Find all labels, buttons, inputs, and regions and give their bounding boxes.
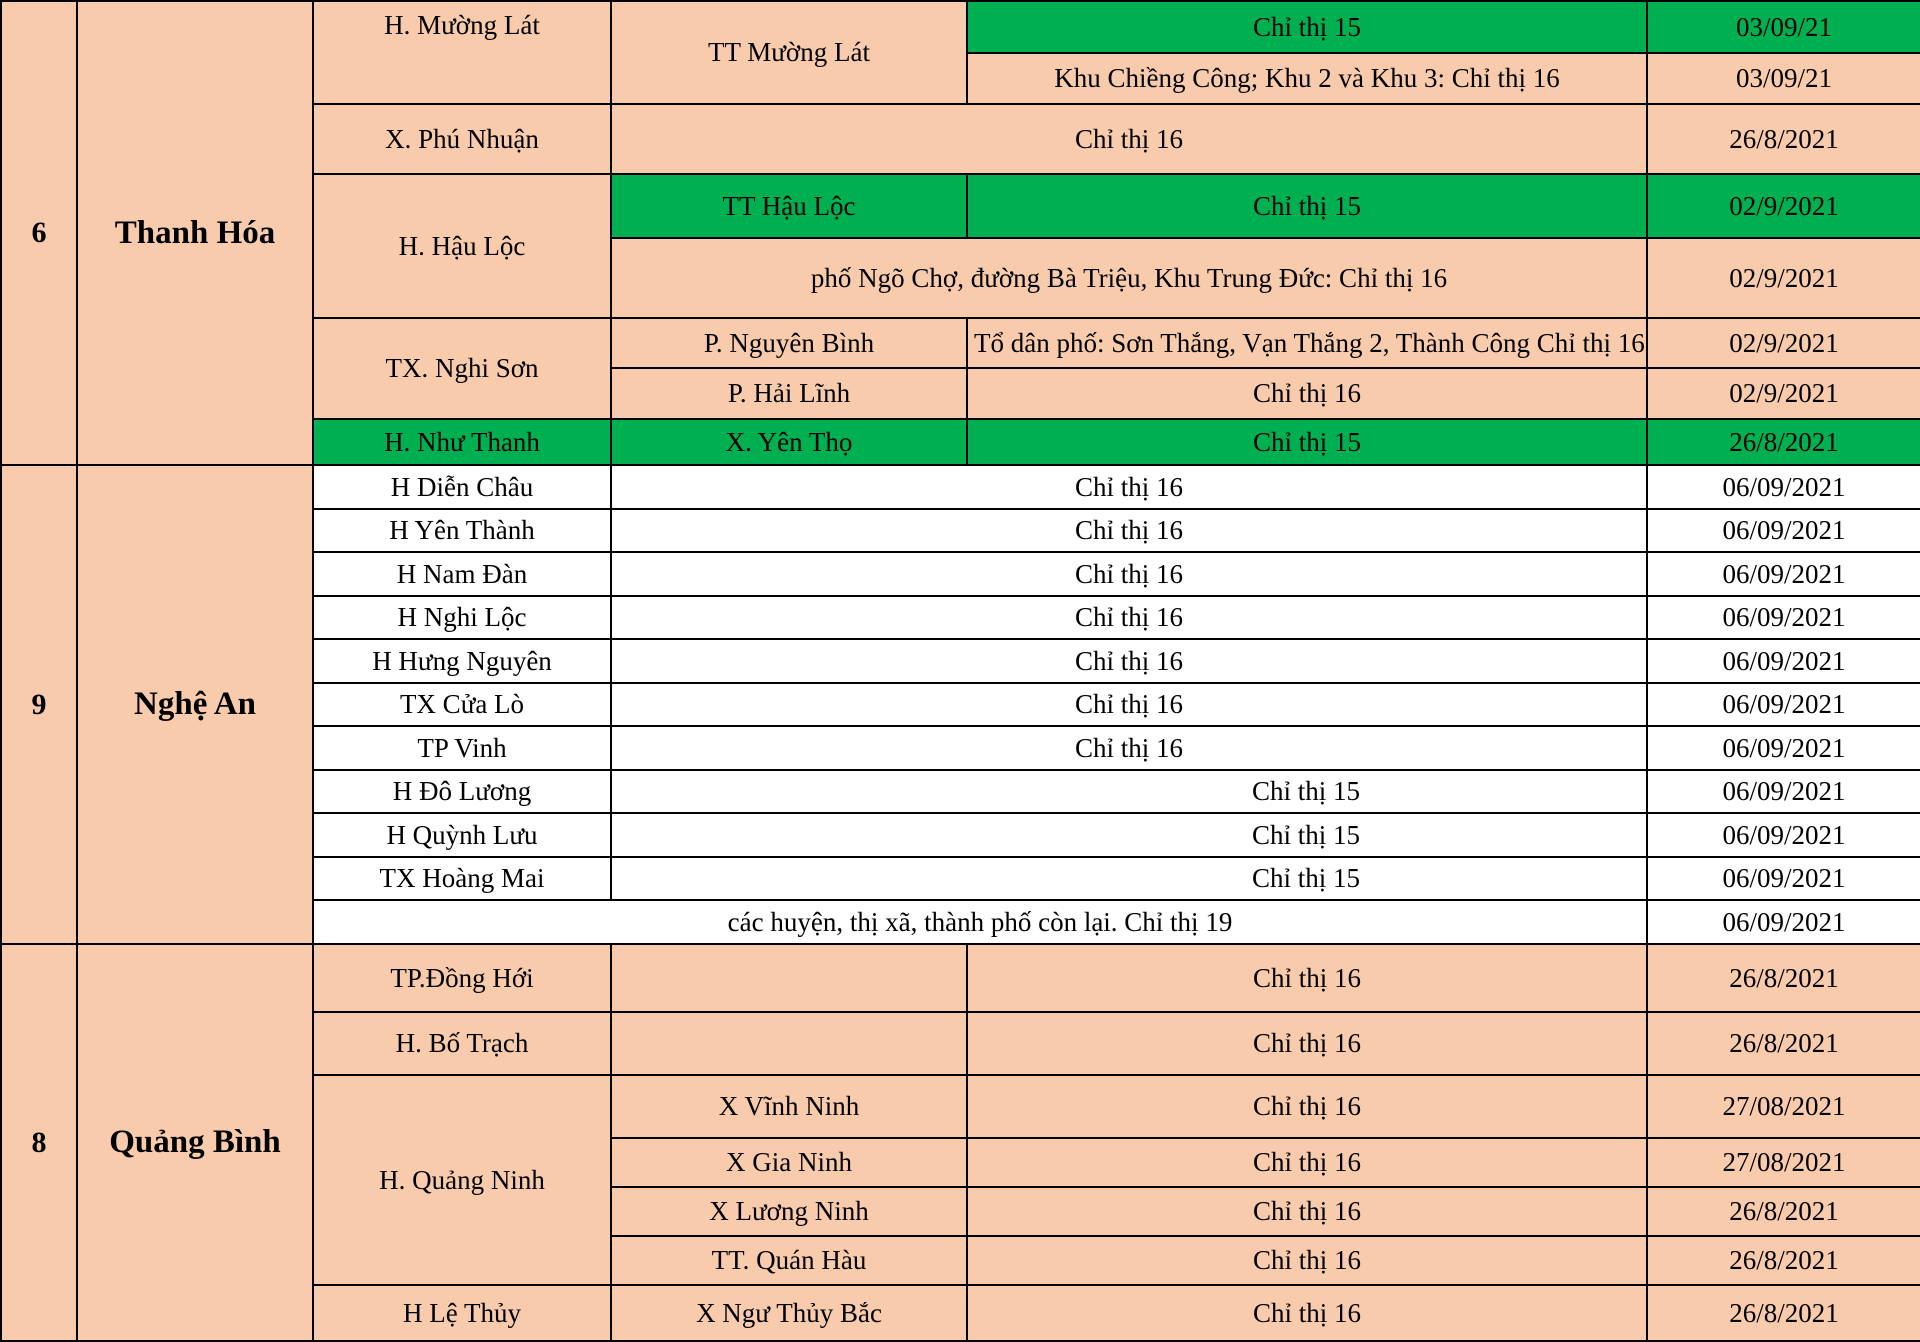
measure-cell: Chỉ thị 16 — [967, 1236, 1647, 1285]
unit-cell — [611, 944, 967, 1012]
measure-cell: Chỉ thị 16 — [967, 368, 1647, 419]
district-cell: H Quỳnh Lưu — [313, 813, 611, 857]
measure-cell: Chỉ thị 15 — [967, 174, 1647, 238]
measure-cell: phố Ngõ Chợ, đường Bà Triệu, Khu Trung Đức: Chỉ thị 16 — [611, 238, 1647, 318]
district-cell: H Đô Lương — [313, 770, 611, 813]
district-cell: H Hưng Nguyên — [313, 639, 611, 683]
measure-cell: Chỉ thị 16 — [611, 104, 1647, 174]
date-cell: 03/09/21 — [1647, 53, 1920, 104]
district-cell: TP Vinh — [313, 726, 611, 770]
measure-cell: Chỉ thị 16 — [967, 1138, 1647, 1187]
measure-cell: Chỉ thị 16 — [967, 1187, 1647, 1236]
measure-cell: Tổ dân phố: Sơn Thắng, Vạn Thắng 2, Thành Công Chỉ thị 16 — [967, 318, 1647, 368]
date-cell: 03/09/21 — [1647, 1, 1920, 53]
date-cell: 26/8/2021 — [1647, 1187, 1920, 1236]
district-cell: H Nam Đàn — [313, 552, 611, 596]
date-cell: 26/8/2021 — [1647, 104, 1920, 174]
date-cell: 26/8/2021 — [1647, 1236, 1920, 1285]
measure-cell: Chỉ thị 15 — [611, 857, 1647, 900]
district-cell: TX. Nghi Sơn — [313, 318, 611, 419]
date-cell: 06/09/2021 — [1647, 900, 1920, 944]
date-cell: 26/8/2021 — [1647, 944, 1920, 1012]
measure-cell: Chỉ thị 16 — [967, 1285, 1647, 1341]
unit-cell: X Vĩnh Ninh — [611, 1075, 967, 1138]
unit-cell: TT Hậu Lộc — [611, 174, 967, 238]
province-number: 9 — [1, 465, 77, 944]
unit-cell: TT. Quán Hàu — [611, 1236, 967, 1285]
table-row — [1, 944, 1920, 1012]
measure-cell: Chỉ thị 15 — [967, 419, 1647, 465]
measure-cell: Khu Chiềng Công; Khu 2 và Khu 3: Chỉ thị 16 — [967, 53, 1647, 104]
measure-cell: Chỉ thị 16 — [611, 465, 1647, 509]
measure-cell: Chỉ thị 15 — [611, 770, 1647, 813]
measure-cell: Chỉ thị 16 — [611, 509, 1647, 552]
district-cell: TX Hoàng Mai — [313, 857, 611, 900]
unit-cell: X Gia Ninh — [611, 1138, 967, 1187]
date-cell: 27/08/2021 — [1647, 1075, 1920, 1138]
measure-cell: Chỉ thị 16 — [611, 683, 1647, 726]
district-cell: H. Hậu Lộc — [313, 174, 611, 318]
province-name: Quảng Bình — [77, 944, 313, 1341]
date-cell: 26/8/2021 — [1647, 1285, 1920, 1341]
date-cell: 06/09/2021 — [1647, 552, 1920, 596]
measure-cell: Chỉ thị 15 — [967, 1, 1647, 53]
date-cell: 02/9/2021 — [1647, 238, 1920, 318]
district-cell: H Diễn Châu — [313, 465, 611, 509]
date-cell: 06/09/2021 — [1647, 726, 1920, 770]
unit-cell: TT Mường Lát — [611, 1, 967, 104]
district-cell: H. Như Thanh — [313, 419, 611, 465]
date-cell: 06/09/2021 — [1647, 813, 1920, 857]
date-cell: 02/9/2021 — [1647, 318, 1920, 368]
date-cell: 26/8/2021 — [1647, 1012, 1920, 1075]
unit-cell: P. Nguyên Bình — [611, 318, 967, 368]
unit-cell: X. Yên Thọ — [611, 419, 967, 465]
measure-cell: Chỉ thị 16 — [967, 1012, 1647, 1075]
table-row — [1, 1, 1920, 53]
measure-cell: Chỉ thị 16 — [611, 726, 1647, 770]
date-cell: 06/09/2021 — [1647, 770, 1920, 813]
date-cell: 27/08/2021 — [1647, 1138, 1920, 1187]
table-row — [1, 465, 1920, 509]
measure-cell: Chỉ thị 16 — [967, 1075, 1647, 1138]
date-cell: 06/09/2021 — [1647, 509, 1920, 552]
date-cell: 06/09/2021 — [1647, 596, 1920, 639]
province-name: Thanh Hóa — [77, 1, 313, 465]
date-cell: 06/09/2021 — [1647, 857, 1920, 900]
province-number: 6 — [1, 1, 77, 465]
date-cell: 02/9/2021 — [1647, 174, 1920, 238]
district-cell: TX Cửa Lò — [313, 683, 611, 726]
date-cell: 06/09/2021 — [1647, 639, 1920, 683]
measure-cell: Chỉ thị 16 — [611, 639, 1647, 683]
district-cell: H. Quảng Ninh — [313, 1075, 611, 1285]
measure-cell: Chỉ thị 16 — [967, 944, 1647, 1012]
district-cell: H Lệ Thủy — [313, 1285, 611, 1341]
unit-cell: X Ngư Thủy Bắc — [611, 1285, 967, 1341]
province-name: Nghệ An — [77, 465, 313, 944]
remaining-districts-cell: các huyện, thị xã, thành phố còn lại. Chỉ thị 19 — [313, 900, 1647, 944]
date-cell: 06/09/2021 — [1647, 465, 1920, 509]
date-cell: 02/9/2021 — [1647, 368, 1920, 419]
date-cell: 26/8/2021 — [1647, 419, 1920, 465]
measure-cell: Chỉ thị 15 — [611, 813, 1647, 857]
unit-cell: P. Hải Lĩnh — [611, 368, 967, 419]
measure-cell: Chỉ thị 16 — [611, 552, 1647, 596]
unit-cell — [611, 1012, 967, 1075]
date-cell: 06/09/2021 — [1647, 683, 1920, 726]
unit-cell: X Lương Ninh — [611, 1187, 967, 1236]
district-cell: TP.Đồng Hới — [313, 944, 611, 1012]
district-cell: X. Phú Nhuận — [313, 104, 611, 174]
district-cell: H. Bố Trạch — [313, 1012, 611, 1075]
district-cell: H. Mường Lát — [313, 1, 611, 104]
province-number: 8 — [1, 944, 77, 1341]
district-cell: H Nghi Lộc — [313, 596, 611, 639]
measure-cell: Chỉ thị 16 — [611, 596, 1647, 639]
district-cell: H Yên Thành — [313, 509, 611, 552]
